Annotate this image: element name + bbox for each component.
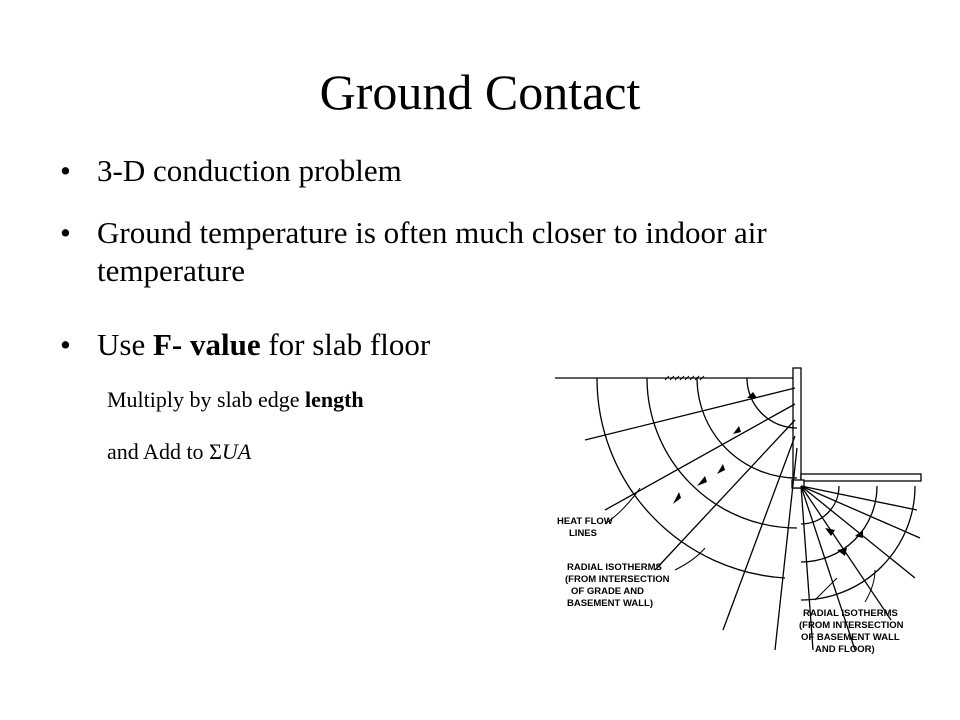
bullet-dot: •: [60, 327, 71, 362]
sub-item-1-bold: length: [304, 387, 364, 412]
bullet-3-suffix: for slab floor: [260, 327, 431, 362]
heat-flow-label-line-2: LINES: [569, 528, 597, 539]
sigma-symbol: Σ: [209, 439, 222, 464]
heat-flow-label-line-1: HEAT FLOW: [557, 516, 613, 527]
radial-grade-label: [565, 562, 670, 609]
radial-grade-label-line-2: (FROM INTERSECTION: [565, 574, 670, 585]
bullet-1: [60, 152, 880, 190]
bullet-3-bold: F- value: [152, 327, 261, 362]
radial-floor-label-line-4: AND FLOOR): [815, 644, 875, 655]
radial-grade-label-line-1: RADIAL ISOTHERMS: [567, 562, 662, 573]
sub-item-2-prefix: and Add to: [107, 439, 210, 464]
bullet-2: [60, 214, 850, 290]
radial-floor-label-line-1: RADIAL ISOTHERMS: [803, 608, 898, 619]
sub-item-1: [107, 386, 364, 414]
radial-grade-label-line-3: OF GRADE AND: [571, 586, 645, 597]
bullet-3: [60, 326, 880, 364]
heat-flow-label: [557, 516, 613, 539]
bullet-3-prefix: Use: [97, 327, 153, 362]
sub-item-1-prefix: Multiply by slab edge: [107, 387, 305, 412]
isotherms-floor: [801, 486, 915, 600]
radial-floor-label-line-3: OF BASEMENT WALL: [801, 632, 900, 643]
radial-floor-label: [799, 608, 904, 655]
radial-floor-label-line-2: (FROM INTERSECTION: [799, 620, 904, 631]
bullet-dot: •: [60, 153, 71, 188]
sub-item-2: [107, 438, 251, 466]
bullet-dot: •: [60, 215, 71, 250]
radial-grade-label-line-4: BASEMENT WALL): [567, 598, 654, 609]
slide-title: Ground Contact: [319, 64, 641, 120]
ground-heat-flow-diagram: [545, 360, 945, 660]
basement-floor: [801, 474, 921, 481]
sub-item-2-italic: UA: [221, 439, 252, 464]
isotherms-grade: [597, 378, 797, 578]
bullet-3-text: [97, 326, 880, 364]
bullet-2-text: Ground temperature is often much closer to indoor air temperature: [97, 215, 767, 288]
bullet-1-text: 3-D conduction problem: [97, 153, 402, 188]
